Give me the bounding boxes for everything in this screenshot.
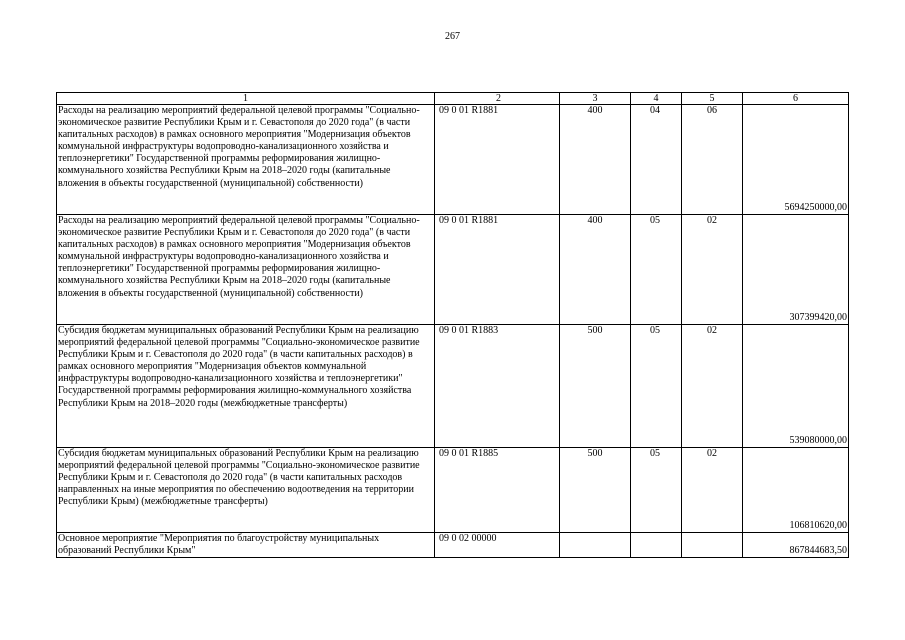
row-amount: 307399420,00 <box>743 215 849 325</box>
row-amount: 106810620,00 <box>743 448 849 533</box>
table-row <box>57 325 849 448</box>
row-expense-type: 500 <box>587 448 603 459</box>
row-section: 05 <box>650 215 660 226</box>
page-number: 267 <box>445 31 460 42</box>
row-target-code: 09 0 01 R1883 <box>435 325 560 448</box>
table-row <box>57 533 849 558</box>
row-amount: 867844683,50 <box>743 533 849 558</box>
row-expense-type: 400 <box>587 215 603 226</box>
row-description: Расходы на реализацию мероприятий федеральной целевой программы "Социально-экономическое развитие Республики Крым и г. Севастополя до 2020 года" (в части капитальных расходов) в рамках основного мероприятия "Модернизация объектов коммунальной инфраструктуры водопроводно-канализационного хозяйства и теплоэнергетики" Государственной программы реформирования жилищно-коммунального хозяйства Республики Крым на 2018–2020 годы (капитальные вложения в объекты государственной (муниципальной) собственности) <box>57 215 435 325</box>
row-subsection: 02 <box>707 448 717 459</box>
row-expense-type: 400 <box>587 105 603 116</box>
column-header: 4 <box>631 93 682 105</box>
budget-table <box>56 92 849 558</box>
row-subsection: 02 <box>707 325 717 336</box>
table-row <box>57 215 849 325</box>
table-row <box>57 448 849 533</box>
row-description: Расходы на реализацию мероприятий федеральной целевой программы "Социально-экономическое развитие Республики Крым и г. Севастополя до 2020 года" (в части капитальных расходов) в рамках основного мероприятия "Модернизация объектов коммунальной инфраструктуры водопроводно-канализационного хозяйства и теплоэнергетики" Государственной программы реформирования жилищно-коммунального хозяйства Республики Крым на 2018–2020 годы (капитальные вложения в объекты государственной (муниципальной) собственности) <box>57 105 435 215</box>
row-description: Основное мероприятие "Мероприятия по благоустройству муниципальных образований Республики Крым" <box>57 533 435 558</box>
row-description: Субсидия бюджетам муниципальных образований Республики Крым на реализацию мероприятий федеральной целевой программы "Социально-экономическое развитие Республики Крым и г. Севастополя до 2020 года" (в части капитальных расходов) в рамках основного мероприятия "Модернизация объектов коммунальной инфраструктуры водопроводно-канализационного хозяйства и теплоэнергетики" Государственной программы реформирования жилищно-коммунального хозяйства Республики Крым на 2018–2020 годы (межбюджетные трансферты) <box>57 325 435 448</box>
row-target-code: 09 0 01 R1885 <box>435 448 560 533</box>
row-target-code: 09 0 02 00000 <box>435 533 560 558</box>
row-description: Субсидия бюджетам муниципальных образований Республики Крым на реализацию мероприятий федеральной целевой программы "Социально-экономическое развитие Республики Крым и г. Севастополя до 2020 года" (в части капитальных расходов направленных на иные мероприятия по обеспечению водоотведения на территории Республики Крым) (межбюджетные трансферты) <box>57 448 435 533</box>
row-section: 05 <box>650 448 660 459</box>
column-header: 3 <box>560 93 631 105</box>
row-subsection: 06 <box>707 105 717 116</box>
row-section: 04 <box>650 105 660 116</box>
row-amount: 539080000,00 <box>743 325 849 448</box>
column-header: 6 <box>743 93 849 105</box>
table-header-row <box>57 93 849 105</box>
row-target-code: 09 0 01 R1881 <box>435 105 560 215</box>
row-amount: 5694250000,00 <box>743 105 849 215</box>
column-header: 2 <box>435 93 560 105</box>
row-target-code: 09 0 01 R1881 <box>435 215 560 325</box>
row-subsection: 02 <box>707 215 717 226</box>
row-expense-type: 500 <box>587 325 603 336</box>
column-header: 1 <box>57 93 435 105</box>
column-header: 5 <box>682 93 743 105</box>
row-section: 05 <box>650 325 660 336</box>
table-row <box>57 105 849 215</box>
